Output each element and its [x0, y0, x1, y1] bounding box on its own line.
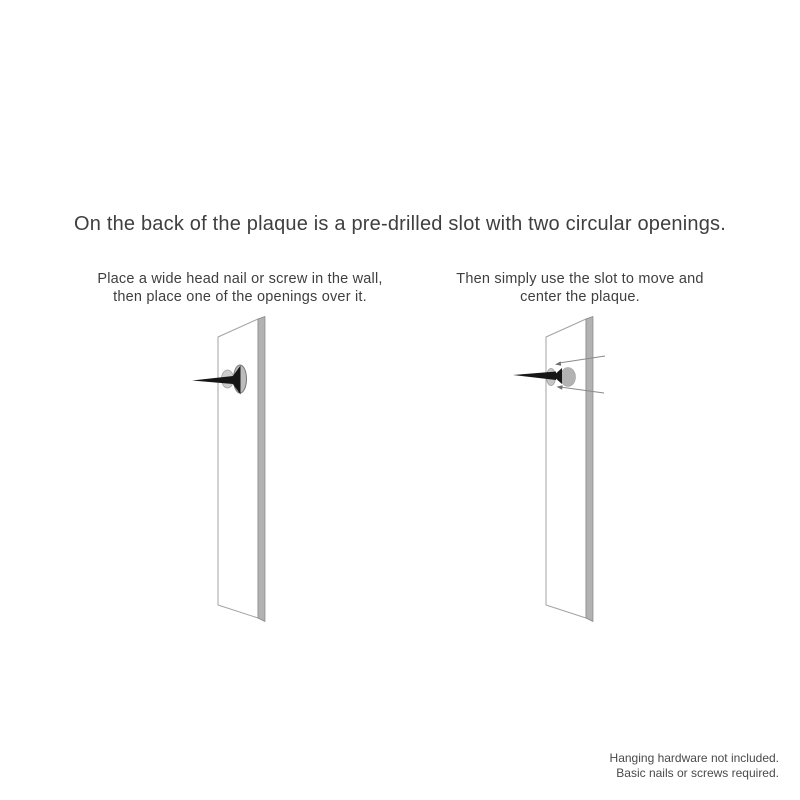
- step-2-caption-line-2: center the plaque.: [520, 288, 640, 305]
- footnote-line-2: Basic nails or screws required.: [616, 766, 779, 780]
- nail-shaft-icon: [192, 376, 233, 384]
- plaque-slot-adjust-illustration: [498, 310, 638, 640]
- nail-shaft-icon: [513, 372, 556, 381]
- hardware-footnote: [610, 751, 779, 781]
- plaque-side-edge: [586, 317, 593, 622]
- footnote-line-1: Hanging hardware not included.: [609, 751, 779, 765]
- step-2-caption: [400, 271, 760, 306]
- step-1-caption: [60, 271, 420, 306]
- step-1-caption-line-1: Place a wide head nail or screw in the wall,: [97, 271, 383, 287]
- plaque-side-edge: [258, 317, 265, 622]
- nail-head-icon: [561, 368, 576, 387]
- figure-title: On the back of the plaque is a pre-drilled slot with two circular openings.: [73, 213, 726, 235]
- step-1-caption-line-2: then place one of the openings over it.: [113, 288, 367, 305]
- plaque-panel-face: [218, 319, 258, 618]
- plaque-with-nail-illustration: [170, 310, 310, 640]
- plaque-panel-face: [546, 319, 586, 618]
- step-2-caption-line-1: Then simply use the slot to move and: [456, 271, 704, 287]
